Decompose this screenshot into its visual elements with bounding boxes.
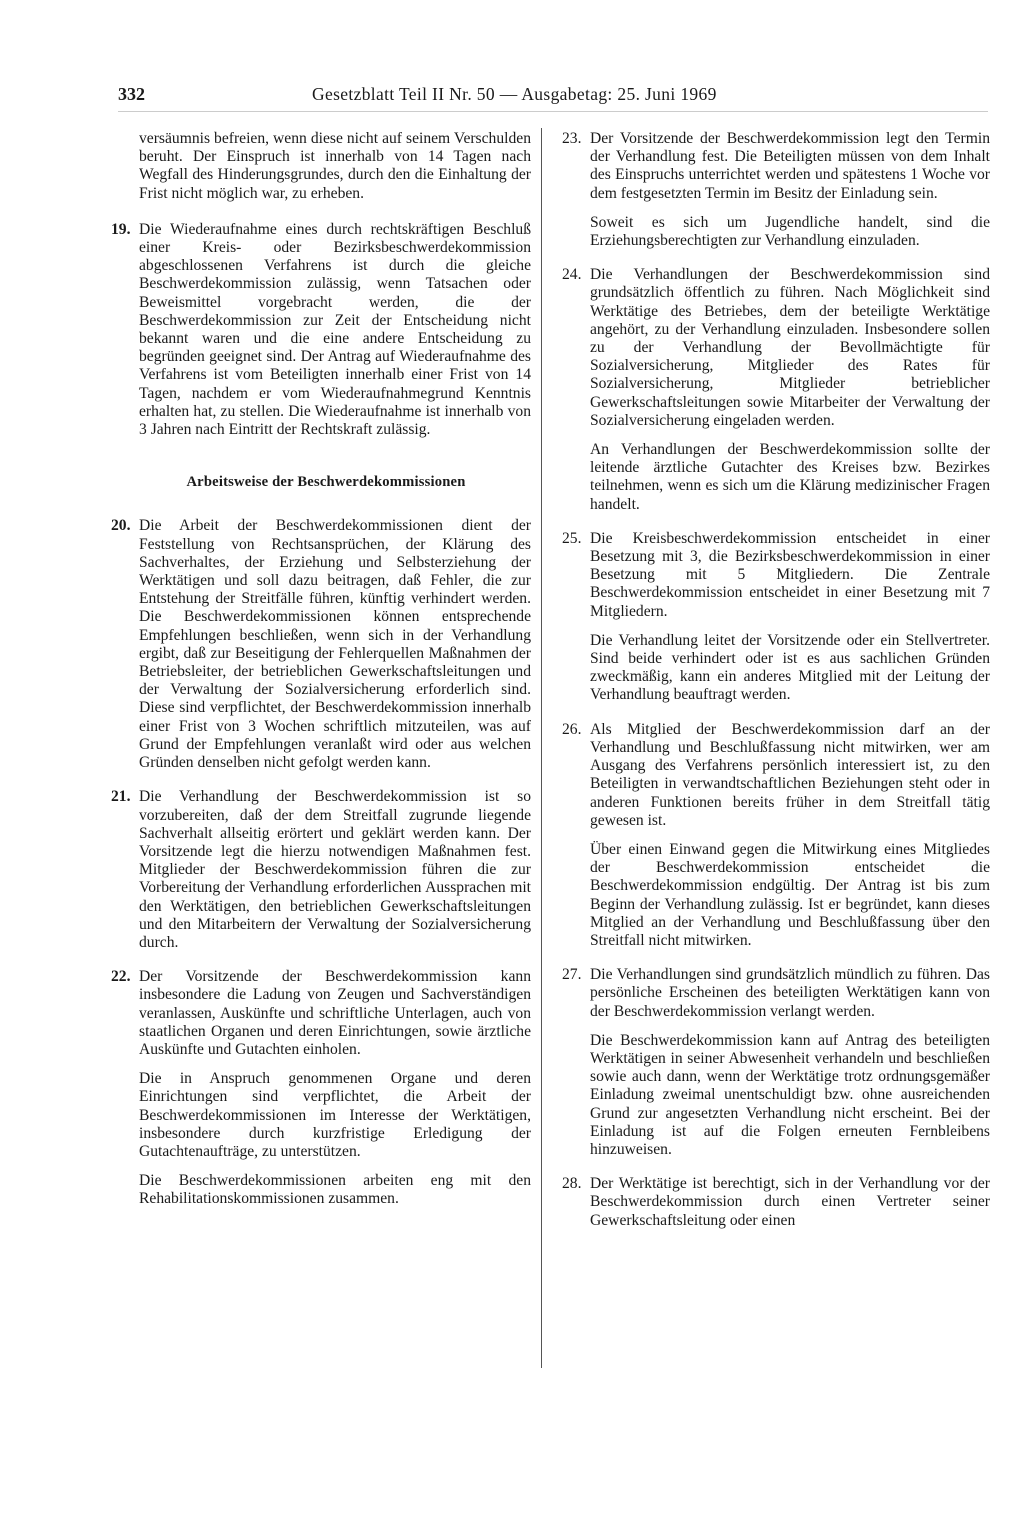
section-number: 20. bbox=[111, 517, 131, 535]
left-column bbox=[111, 130, 531, 1225]
section-27 bbox=[562, 966, 990, 1159]
section-paragraph: Die Beschwerdekommission kann auf Antrag des beteiligten Werktätigen in seiner Abwesenheit verhandeln und beschließen sowie auch dann, wenn der Werktätige trotz ordnungsgemäßer Einladung zweimal unentschuldigt bzw. ohne ausreichenden Grund zur angesetzten Verhandlung nicht erscheint. Bei der Einladung ist auf die Folgen erneuten Fernbleibens hinzuweisen. bbox=[590, 1031, 990, 1158]
section-paragraph: Die Beschwerdekommissionen arbeiten eng mit den Rehabilitationskommissionen zusammen. bbox=[139, 1172, 531, 1208]
section-number: 25. bbox=[562, 529, 582, 547]
page-header bbox=[118, 84, 988, 110]
section-paragraph: An Verhandlungen der Beschwerdekommission sollte der leitende ärztliche Gutachter des Kreises bzw. Bezirkes teilnehmen, wenn es sich um die Klärung medizinischer Fragen handelt. bbox=[590, 441, 990, 513]
section-paragraph: Soweit es sich um Jugendliche handelt, sind die Erziehungsberechtigten zur Verhandlung einzuladen. bbox=[590, 213, 990, 250]
section-text: Die Verhandlung der Beschwerdekommission ist so vorzubereiten, daß der dem Streitfall zugrunde liegende Sachverhalt allseitig erörtert und geklärt werden kann. Der Vorsitzende legt die hierzu notwendigen Maßnahmen fest. Mitglieder der Beschwerdekommission führen die zur Vorbereitung der Verhandlung erforderlichen Aussprachen mit den Werktätigen, den betrieblichen Gewerkschaftsleitungen und den Mitarbeitern der Verwaltung der Sozialversicherung durch. bbox=[139, 788, 531, 951]
section-22 bbox=[111, 968, 531, 1208]
subheading: Arbeitsweise der Beschwerdekommissionen bbox=[186, 474, 466, 491]
column-divider bbox=[541, 128, 542, 1368]
section-20 bbox=[111, 517, 531, 772]
section-text: Die Kreisbeschwerdekommission entscheidet in einer Besetzung mit 3, die Bezirksbeschwerdekommission in einer Besetzung mit 5 Mitgliedern. Die Zentrale Beschwerdekommission entscheidet in einer Besetzung mit 7 Mitgliedern. bbox=[590, 529, 990, 620]
section-number: 21. bbox=[111, 788, 131, 806]
section-paragraph: Die in Anspruch genommenen Organe und deren Einrichtungen sind verpflichtet, die Arbeit der Beschwerdekommissionen im Interesse der Werktätigen, insbesondere durch kurzfristige Erledigung der Gutachtenaufträge, zu unterstützen. bbox=[139, 1070, 531, 1160]
section-number: 26. bbox=[562, 720, 582, 738]
section-number: 24. bbox=[562, 266, 582, 284]
right-column bbox=[562, 130, 990, 1246]
section-text: Der Werktätige ist berechtigt, sich in der Verhandlung vor der Beschwerdekommission durch einen Vertreter seiner Gewerkschaftsleitung oder einen bbox=[590, 1175, 990, 1229]
running-title: Gesetzblatt Teil II Nr. 50 — Ausgabetag: 25. Juni 1969 bbox=[312, 84, 717, 104]
section-25 bbox=[562, 530, 990, 705]
section-text: Die Verhandlungen der Beschwerdekommission sind grundsätzlich öffentlich zu führen. Nach Möglichkeit sind Werktätige des Betriebes, dem der beteiligte Werktätige angehört, zu der Verhandlung einzuladen. Insbesondere sollen zu der Verhandlung der Bevollmächtigte für Sozialversicherung, Mitglieder des Rates für Sozialversicherung, Mitglieder betrieblicher Gewerkschaftsleitungen sowie Mitarbeiter der Verwaltung der Sozialversicherung eingeladen werden. bbox=[590, 266, 990, 429]
section-number: 28. bbox=[562, 1175, 582, 1193]
section-text: Die Verhandlungen sind grundsätzlich mündlich zu führen. Das persönliche Erscheinen des beteiligten Werktätigen kann von der Beschwerdekommission verlangt werden. bbox=[590, 966, 990, 1020]
continued-paragraph: versäumnis befreien, wenn diese nicht auf seinem Verschulden beruht. Der Einspruch ist innerhalb von 14 Tagen nach Wegfall des Hinderungsgrundes, durch den die Einhaltung der Frist nicht möglich war, zu erheben. bbox=[139, 130, 531, 202]
header-rule bbox=[118, 111, 988, 112]
section-paragraph: Die Verhandlung leitet der Vorsitzende oder ein Stellvertreter. Sind beide verhindert oder ist es aus sachlichen Gründen zweckmäßig, kann ein anderes Mitglied mit der Leitung der Verhandlung beauftragt werden. bbox=[590, 631, 990, 704]
section-21 bbox=[111, 788, 531, 952]
page-number: 332 bbox=[118, 84, 145, 104]
section-text: Der Vorsitzende der Beschwerdekommission kann insbesondere die Ladung von Zeugen und Sachverständigen veranlassen, Auskünfte und schriftliche Unterlagen, auch von staatlichen Organen und deren Einrichtungen, sowie ärztliche Auskünfte und Gutachten einholen. bbox=[139, 968, 531, 1058]
section-number: 27. bbox=[562, 966, 582, 984]
section-26 bbox=[562, 721, 990, 950]
section-paragraph: Über einen Einwand gegen die Mitwirkung eines Mitgliedes der Beschwerdekommission entscheidet die Beschwerdekommission endgültig. Der Antrag ist bis zum Beginn der Verhandlung zulässig. Ist er begründet, kann dieses Mitglied an der Verhandlung und Beschlußfassung über den Streitfall nicht mitwirken. bbox=[590, 840, 990, 949]
section-text: Die Arbeit der Beschwerdekommissionen dient der Feststellung von Rechtsansprüchen, der Klärung des Sachverhaltes, der Erziehung und Selbsterziehung der Werktätigen und soll dazu beitragen, daß Fehler, die zur Entstehung der Streitfälle führen, künftig verhindert werden. Die Beschwerdekommissionen können entsprechende Empfehlungen beschließen, wenn sich in der Verhandlung ergibt, daß zur Beseitigung der Fehlerquellen Maßnahmen der Betriebsleiter, der betrieblichen Gewerkschaftsleitungen und der Verwaltung der Sozialversicherung erforderlich sind. Diese sind verpflichtet, der Beschwerdekommission innerhalb einer Frist von 3 Wochen schriftlich mitzuteilen, was auf Grund der Empfehlungen veranlaßt wird oder aus welchen Gründen denselben nicht gefolgt werden kann. bbox=[139, 517, 531, 772]
section-28 bbox=[562, 1175, 990, 1230]
section-text: Als Mitglied der Beschwerdekommission darf an der Verhandlung und Beschlußfassung nicht mitwirken, wer am Ausgang des Verfahrens persönlich interessiert ist, zu den Beteiligten in verwandtschaftlichen Beziehungen steht oder in anderen Funktionen bereits früher in dem Streitfall tätig gewesen ist. bbox=[590, 720, 990, 829]
section-text: Der Vorsitzende der Beschwerdekommission legt den Termin der Verhandlung fest. Die Beteiligten müssen von dem Inhalt des Einspruchs unterrichtet werden und spätestens 1 Woche vor dem festgesetzten Termin im Besitz der Einladung sein. bbox=[590, 130, 990, 202]
section-number: 23. bbox=[562, 130, 582, 147]
section-19 bbox=[111, 221, 531, 439]
section-number: 19. bbox=[111, 220, 131, 238]
section-text: Die Wiederaufnahme eines durch rechtskräftigen Beschluß einer Kreis- oder Bezirksbeschwerdekommission abgeschlossenen Verfahrens ist durch die gleiche Beschwerdekommission zulässig, wenn Tatsachen oder Beweismittel vorgebracht werden, die der Beschwerdekommission zur Zeit der Entscheidung nicht bekannt waren und die eine andere Entscheidung zu begründen geeignet sind. Der Antrag auf Wiederaufnahme des Verfahrens ist vom Beteiligten innerhalb einer Frist von 14 Tagen, nachdem er vom Wiederaufnahmegrund Kenntnis erhalten hat, zu stellen. Die Wiederaufnahme ist innerhalb von 3 Jahren nach Eintritt der Rechtskraft zulässig. bbox=[139, 220, 531, 439]
section-number: 22. bbox=[111, 968, 131, 986]
section-23 bbox=[562, 130, 990, 250]
section-24 bbox=[562, 266, 990, 514]
